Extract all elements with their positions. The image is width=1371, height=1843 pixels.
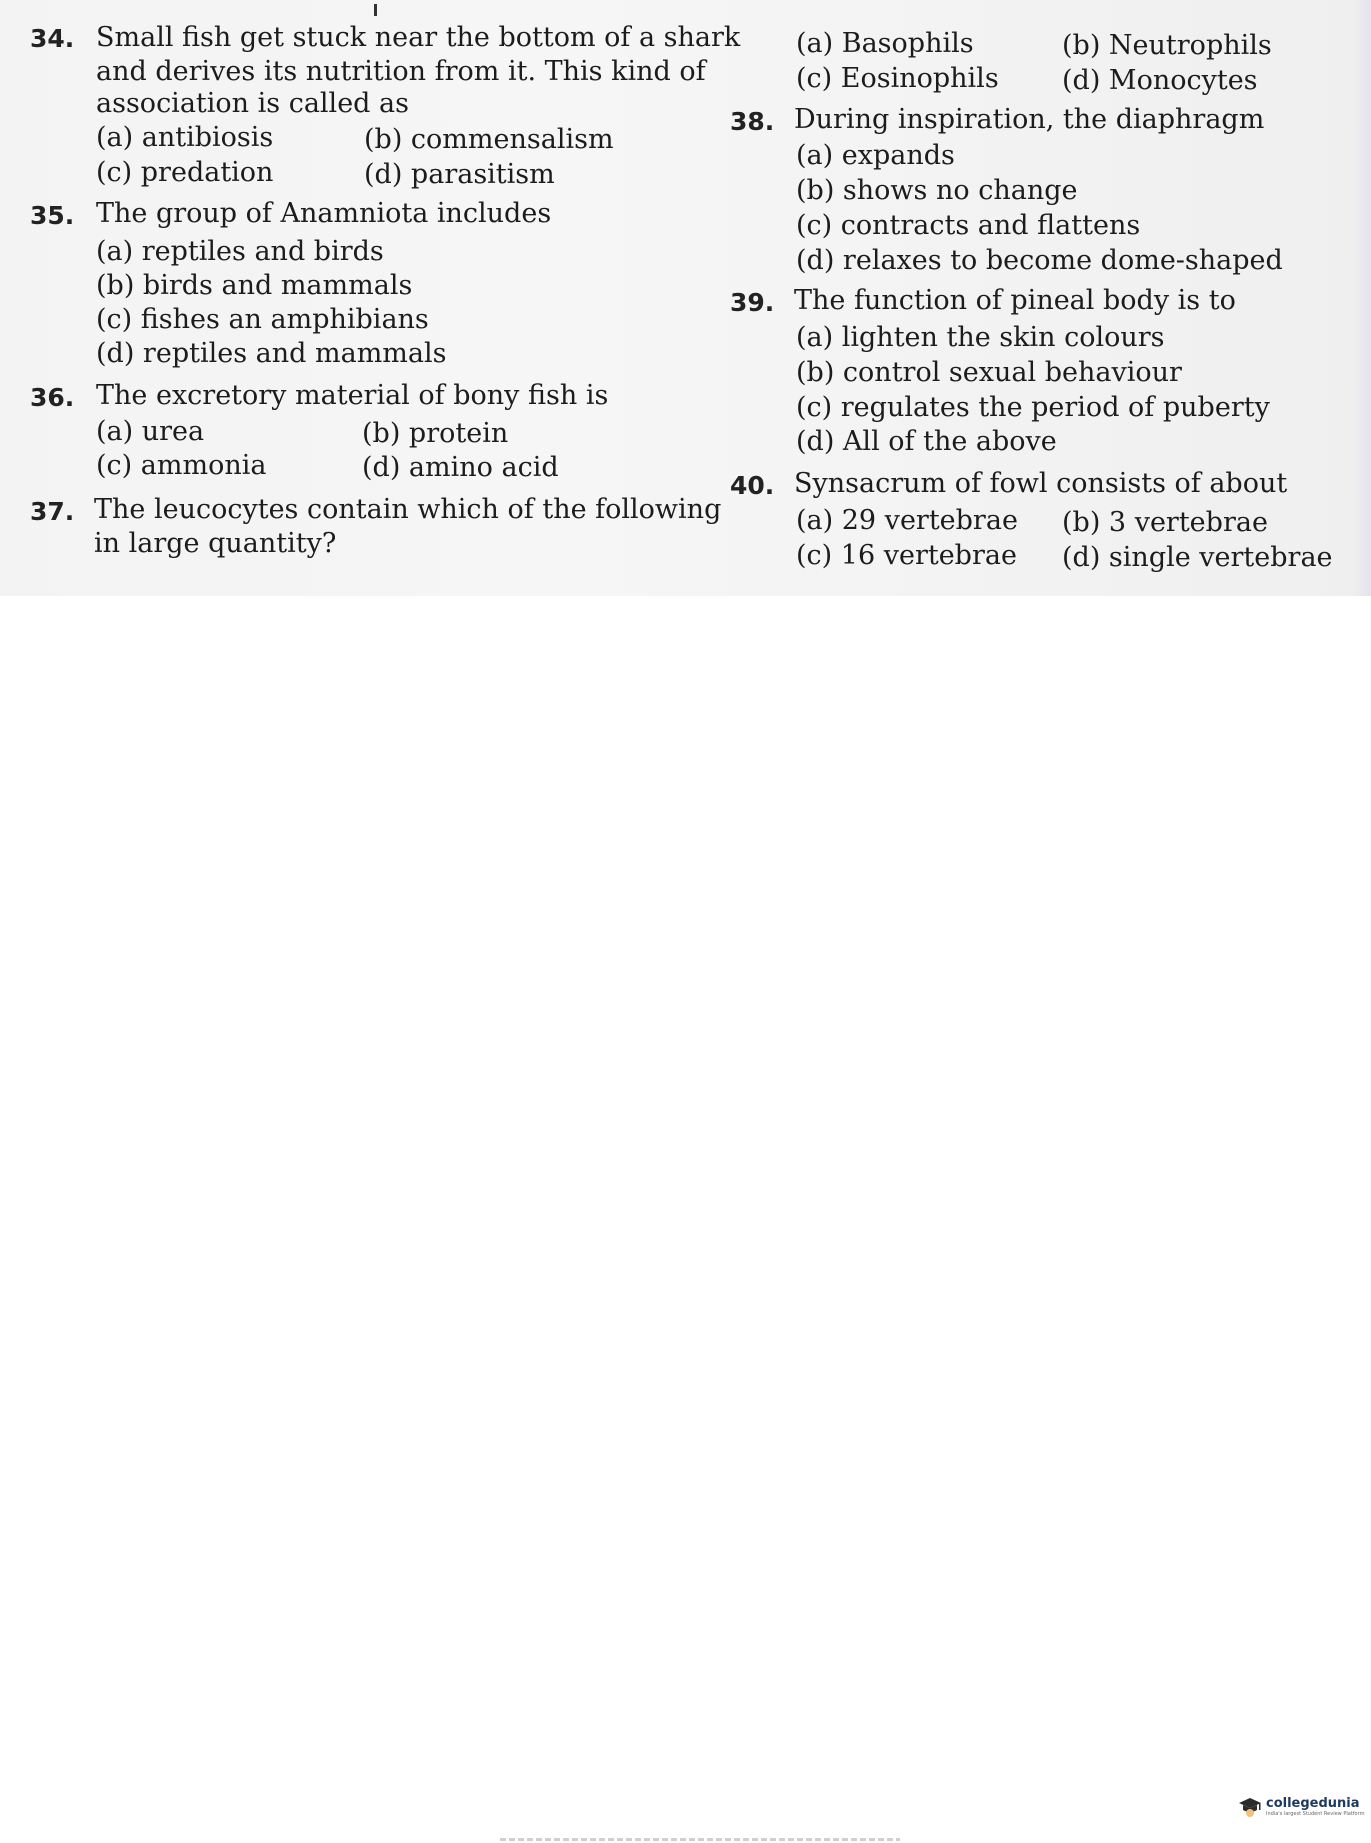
watermark-tagline: India's largest Student Review Platform (1266, 1811, 1365, 1817)
option-d: (d) All of the above (796, 426, 1057, 457)
option-c: (c) fishes an amphibians (96, 304, 429, 335)
option-a: (a) expands (796, 140, 955, 171)
option-c: (c) ammonia (96, 450, 267, 481)
option-d: (d) amino acid (362, 452, 559, 483)
option-c: (c) Eosinophils (796, 63, 999, 94)
question-text-line: The function of pineal body is to (794, 285, 1236, 316)
collegedunia-watermark (1238, 1790, 1364, 1824)
page-mark (374, 4, 377, 16)
option-a: (a) Basophils (796, 28, 974, 59)
option-b: (b) Neutrophils (1062, 30, 1272, 61)
option-d: (d) parasitism (364, 159, 555, 190)
option-a: (a) reptiles and birds (96, 236, 384, 267)
question-number: 34. (30, 24, 75, 53)
option-b: (b) birds and mammals (96, 270, 413, 301)
option-a: (a) antibiosis (96, 122, 274, 153)
option-c: (c) contracts and flattens (796, 210, 1141, 241)
question-text-line: Synsacrum of fowl consists of about (794, 468, 1288, 499)
option-b: (b) protein (362, 418, 509, 449)
question-text-line: The group of Anamniota includes (96, 198, 552, 229)
question-number: 37. (30, 497, 75, 526)
question-text-line: association is called as (96, 88, 409, 119)
question-number: 38. (730, 107, 775, 136)
option-d: (d) relaxes to become dome-shaped (796, 245, 1283, 276)
watermark-text-group (1266, 1797, 1364, 1817)
option-b: (b) shows no change (796, 175, 1078, 206)
question-number: 40. (730, 471, 775, 500)
option-d: (d) single vertebrae (1062, 542, 1333, 573)
option-a: (a) 29 vertebrae (796, 505, 1018, 536)
option-b: (b) 3 vertebrae (1062, 507, 1268, 538)
option-c: (c) 16 vertebrae (796, 540, 1017, 571)
question-text-line: The leucocytes contain which of the following (94, 494, 722, 525)
graduation-cap-icon (1238, 1795, 1262, 1819)
page-edge-shadow (1353, 0, 1371, 596)
question-text-line: The excretory material of bony fish is (96, 380, 609, 411)
option-a: (a) urea (96, 416, 205, 447)
question-number: 39. (730, 288, 775, 317)
question-text-line: and derives its nutrition from it. This kind of (96, 56, 706, 87)
option-d: (d) reptiles and mammals (96, 338, 447, 369)
option-c: (c) predation (96, 157, 274, 188)
question-number: 36. (30, 383, 75, 412)
question-text-line: Small fish get stuck near the bottom of a shark (96, 22, 741, 53)
footer-scan-artifact (500, 1838, 900, 1841)
watermark-brand: collegedunia (1266, 1796, 1360, 1811)
option-d: (d) Monocytes (1062, 65, 1258, 96)
option-a: (a) lighten the skin colours (796, 322, 1165, 353)
option-b: (b) control sexual behaviour (796, 357, 1182, 388)
question-number: 35. (30, 201, 75, 230)
question-text-line: in large quantity? (94, 528, 337, 559)
option-b: (b) commensalism (364, 124, 614, 155)
option-c: (c) regulates the period of puberty (796, 392, 1270, 423)
question-text-line: During inspiration, the diaphragm (794, 104, 1265, 135)
